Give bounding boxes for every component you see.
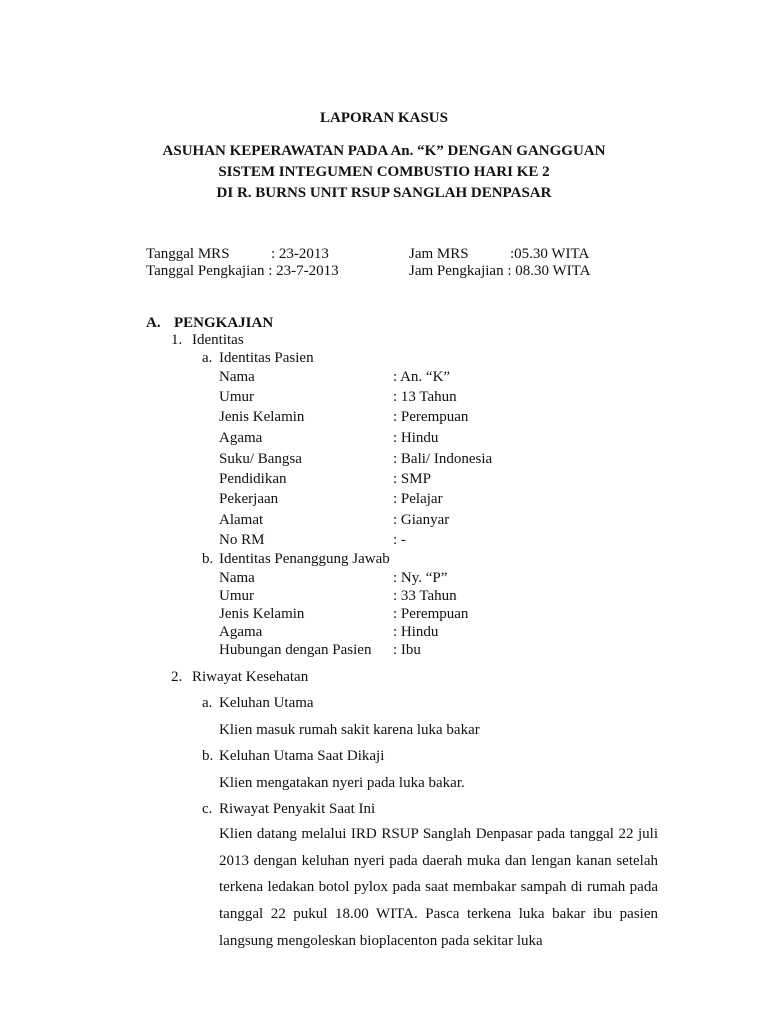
pasien-row-value: : Pelajar [393, 491, 443, 507]
penanggung-row-value: : 33 Tahun [393, 588, 457, 604]
pasien-row-value: : SMP [393, 471, 431, 487]
keluhan-dikaji-text: Klien mengatakan nyeri pada luka bakar. [219, 775, 465, 791]
pasien-row-value: : An. “K” [393, 369, 451, 385]
jam-mrs-value: :05.30 WITA [510, 246, 590, 262]
tanggal-mrs-value: : 23-2013 [271, 246, 329, 262]
keluhan-dikaji-title: Keluhan Utama Saat Dikaji [219, 748, 385, 764]
subtitle-line-3: DI R. BURNS UNIT RSUP SANGLAH DENPASAR [216, 185, 552, 201]
item-2-marker: 2. [171, 669, 183, 685]
pasien-row-label: Nama [219, 369, 255, 385]
item-2-title: Riwayat Kesehatan [192, 669, 309, 685]
item-1-title: Identitas [192, 332, 244, 348]
riwayat-ini-title: Riwayat Penyakit Saat Ini [219, 801, 376, 817]
pasien-row-value: : Bali/ Indonesia [393, 451, 493, 467]
riwayat-ini-marker: c. [202, 801, 213, 817]
pasien-row-label: Pekerjaan [219, 491, 279, 507]
report-title: LAPORAN KASUS [320, 110, 448, 126]
pasien-row-value: : Perempuan [393, 409, 469, 425]
jam-mrs-label: Jam MRS [409, 246, 469, 262]
tanggal-mrs-label: Tanggal MRS [146, 246, 230, 262]
item-1-marker: 1. [171, 332, 183, 348]
pasien-row-label: Agama [219, 430, 263, 446]
pasien-row-value: : Gianyar [393, 512, 450, 528]
pasien-marker: a. [202, 350, 213, 366]
riwayat-ini-paragraph: Klien datang melalui IRD RSUP Sanglah Denpasar pada tanggal 22 juli 2013 dengan keluhan nyeri pada daerah muka dan lengan kanan setelah terkena ledakan botol pylox pada saat membakar sampah di rumah pada tanggal 22 pukul 18.00 WITA. Pasca terkena luka bakar ibu pasien langsung mengoleskan bioplacenton pada sekitar luka [219, 826, 658, 949]
pasien-row-value: : Hindu [393, 430, 439, 446]
penanggung-title: Identitas Penanggung Jawab [219, 551, 390, 567]
pasien-row-value: : - [393, 532, 406, 548]
penanggung-row-value: : Hindu [393, 624, 439, 640]
pasien-row-label: Suku/ Bangsa [219, 451, 302, 467]
pasien-title: Identitas Pasien [219, 350, 314, 366]
keluhan-utama-marker: a. [202, 695, 213, 711]
keluhan-dikaji-marker: b. [202, 748, 214, 764]
subtitle-line-1: ASUHAN KEPERAWATAN PADA An. “K” DENGAN GANGGUAN [162, 143, 606, 159]
keluhan-utama-title: Keluhan Utama [219, 695, 314, 711]
tanggal-pengkajian: Tanggal Pengkajian : 23-7-2013 [146, 263, 339, 279]
penanggung-row-value: : Ny. “P” [393, 570, 448, 586]
penanggung-row-label: Hubungan dengan Pasien [219, 642, 372, 658]
pasien-row-label: Umur [219, 389, 254, 405]
section-a-title: PENGKAJIAN [174, 315, 274, 331]
pasien-row-label: Jenis Kelamin [219, 409, 305, 425]
jam-pengkajian: Jam Pengkajian : 08.30 WITA [409, 263, 591, 279]
section-a-marker: A. [146, 315, 161, 331]
penanggung-row-label: Jenis Kelamin [219, 606, 305, 622]
penanggung-row-label: Nama [219, 570, 255, 586]
penanggung-marker: b. [202, 551, 214, 567]
keluhan-utama-text: Klien masuk rumah sakit karena luka bakar [219, 722, 480, 738]
pasien-row-label: Alamat [219, 512, 264, 528]
penanggung-row-value: : Ibu [393, 642, 421, 658]
penanggung-row-label: Umur [219, 588, 254, 604]
pasien-row-label: Pendidikan [219, 471, 287, 487]
penanggung-row-value: : Perempuan [393, 606, 469, 622]
pasien-row-label: No RM [219, 532, 265, 548]
pasien-row-value: : 13 Tahun [393, 389, 457, 405]
subtitle-line-2: SISTEM INTEGUMEN COMBUSTIO HARI KE 2 [218, 164, 550, 180]
penanggung-row-label: Agama [219, 624, 263, 640]
